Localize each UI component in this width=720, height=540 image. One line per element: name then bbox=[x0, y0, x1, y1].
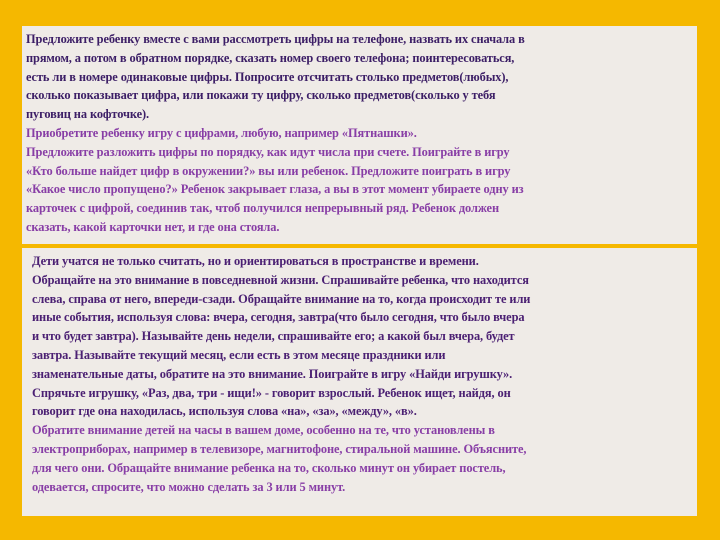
text-line: «Какое число пропущено?» Ребенок закрывает глаза, а вы в этот момент убираете одну из bbox=[26, 182, 524, 197]
text-block-top bbox=[22, 26, 697, 244]
text-line: одевается, спросите, что можно сделать за 3 или 5 минут. bbox=[32, 479, 346, 494]
text-line: есть ли в номере одинаковые цифры. Попросите отсчитать столько предметов(любых), bbox=[26, 69, 509, 84]
paragraph-space-time bbox=[32, 252, 687, 421]
text-line: Приобретите ребенку игру с цифрами, любую, например «Пятнашки». bbox=[26, 125, 417, 140]
text-line: говорит где она находилась, используя слова «на», «за», «между», «в». bbox=[32, 404, 417, 419]
text-line: знаменательные даты, обратите на это внимание. Поиграйте в игру «Найди игрушку». bbox=[32, 366, 513, 381]
paragraph-phone-digits bbox=[26, 30, 689, 124]
text-line: прямом, а потом в обратном порядке, сказать номер своего телефона; поинтересоваться, bbox=[26, 50, 515, 65]
text-block-bottom bbox=[22, 248, 697, 516]
text-line: завтра. Называйте текущий месяц, если есть в этом месяце праздники или bbox=[32, 347, 446, 362]
text-line: Предложите ребенку вместе с вами рассмотреть цифры на телефоне, назвать их сначала в bbox=[26, 32, 525, 46]
text-line: карточек с цифрой, соединив так, чтоб получился непрерывный ряд. Ребенок должен bbox=[26, 201, 499, 216]
text-line: «Кто больше найдет цифр в окружении?» вы или ребенок. Предложите поиграть в игру bbox=[26, 163, 511, 178]
text-line: иные события, используя слова: вчера, сегодня, завтра(что было сегодня, что было вчера bbox=[32, 310, 525, 325]
text-line: электроприборах, например в телевизоре, магнитофоне, стиральной машине. Объясните, bbox=[32, 441, 527, 456]
paragraph-arrange-digits bbox=[26, 143, 689, 237]
text-line: сказать, какой карточки нет, и где она стояла. bbox=[26, 219, 280, 234]
text-line: Спрячьте игрушку, «Раз, два, три - ищи!» - говорит взрослый. Ребенок ищет, найдя, он bbox=[32, 385, 511, 400]
text-line: Дети учатся не только считать, но и ориентироваться в пространстве и времени. bbox=[32, 254, 479, 268]
text-line: Предложите разложить цифры по порядку, как идут числа при счете. Поиграйте в игру bbox=[26, 144, 510, 159]
paragraph-buy-game bbox=[26, 124, 689, 143]
text-line: сколько показывает цифра, или покажи ту цифру, сколько предметов(сколько у тебя bbox=[26, 88, 496, 103]
text-line: Обращайте на это внимание в повседневной жизни. Спрашивайте ребенка, что находится bbox=[32, 272, 529, 287]
paragraph-clocks bbox=[32, 421, 687, 496]
text-line: пуговиц на кофточке). bbox=[26, 107, 150, 122]
text-line: для чего они. Обращайте внимание ребенка на то, сколько минут он убирает постель, bbox=[32, 460, 506, 475]
text-line: и что будет завтра). Называйте день недели, спрашивайте его; а какой был вчера, будет bbox=[32, 329, 515, 344]
text-line: Обратите внимание детей на часы в вашем доме, особенно на те, что установлены в bbox=[32, 423, 495, 438]
text-line: слева, справа от него, впереди-сзади. Обращайте внимание на то, когда происходит те или bbox=[32, 291, 531, 306]
